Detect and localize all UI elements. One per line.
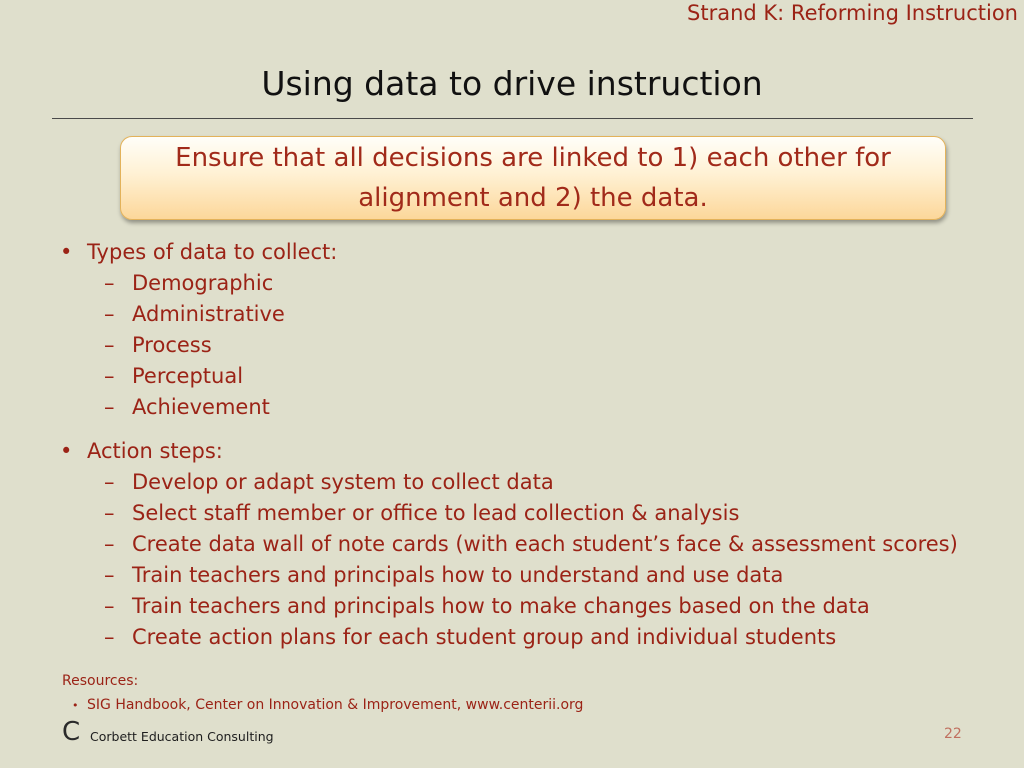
sub-item — [60, 467, 1000, 498]
bullet-label: Types of data to collect: — [87, 240, 338, 264]
dash-icon: – — [104, 395, 115, 419]
sub-item — [60, 268, 1000, 299]
sub-item-label: Develop or adapt system to collect data — [132, 470, 554, 494]
resource-item — [72, 696, 583, 715]
sub-item — [60, 392, 1000, 423]
resources-label: Resources: — [62, 673, 139, 689]
bullet-dot-icon: • — [60, 439, 73, 463]
sub-item — [60, 498, 1000, 529]
sub-item-label: Train teachers and principals how to make changes based on the data — [132, 594, 870, 618]
sub-item — [60, 591, 1000, 622]
section-gap — [60, 423, 1000, 436]
company-name: Corbett Education Consulting — [90, 729, 274, 744]
sub-item — [60, 361, 1000, 392]
slide-content — [60, 237, 1000, 653]
sub-item — [60, 529, 1000, 560]
dash-icon: – — [104, 333, 115, 357]
dash-icon: – — [104, 364, 115, 388]
company-logo-letter: C — [62, 717, 81, 747]
bullet-label: Action steps: — [87, 439, 223, 463]
sub-item-label: Process — [132, 333, 212, 357]
slide-title: Using data to drive instruction — [261, 64, 763, 103]
dash-icon: – — [104, 625, 115, 649]
dash-icon: – — [104, 271, 115, 295]
sub-item-label: Create action plans for each student group and individual students — [132, 625, 837, 649]
sub-item-label: Perceptual — [132, 364, 244, 388]
sub-item — [60, 330, 1000, 361]
dash-icon: – — [104, 302, 115, 326]
sub-item-label: Demographic — [132, 271, 274, 295]
bullet-dot-icon: • — [72, 699, 79, 712]
sub-item — [60, 622, 1000, 653]
dash-icon: – — [104, 532, 115, 556]
dash-icon: – — [104, 501, 115, 525]
title-divider — [52, 118, 973, 119]
dash-icon: – — [104, 594, 115, 618]
sub-item-label: Achievement — [132, 395, 270, 419]
callout-text: Ensure that all decisions are linked to 1) each other for alignment and 2) the data. — [175, 143, 891, 213]
bullet-action-steps — [60, 436, 1000, 467]
dash-icon: – — [104, 563, 115, 587]
bullet-dot-icon: • — [60, 240, 73, 264]
resource-item-text: SIG Handbook, Center on Innovation & Improvement, www.centerii.org — [87, 697, 584, 713]
strand-heading: Strand K: Reforming Instruction — [687, 1, 1018, 25]
callout-box — [120, 136, 946, 220]
sub-item-label: Create data wall of note cards (with each student’s face & assessment scores) — [132, 532, 958, 556]
bullet-types-of-data — [60, 237, 1000, 268]
page-number: 22 — [944, 726, 962, 742]
sub-item-label: Administrative — [132, 302, 285, 326]
sub-item — [60, 560, 1000, 591]
sub-item — [60, 299, 1000, 330]
sub-item-label: Select staff member or office to lead collection & analysis — [132, 501, 740, 525]
dash-icon: – — [104, 470, 115, 494]
sub-item-label: Train teachers and principals how to understand and use data — [132, 563, 784, 587]
